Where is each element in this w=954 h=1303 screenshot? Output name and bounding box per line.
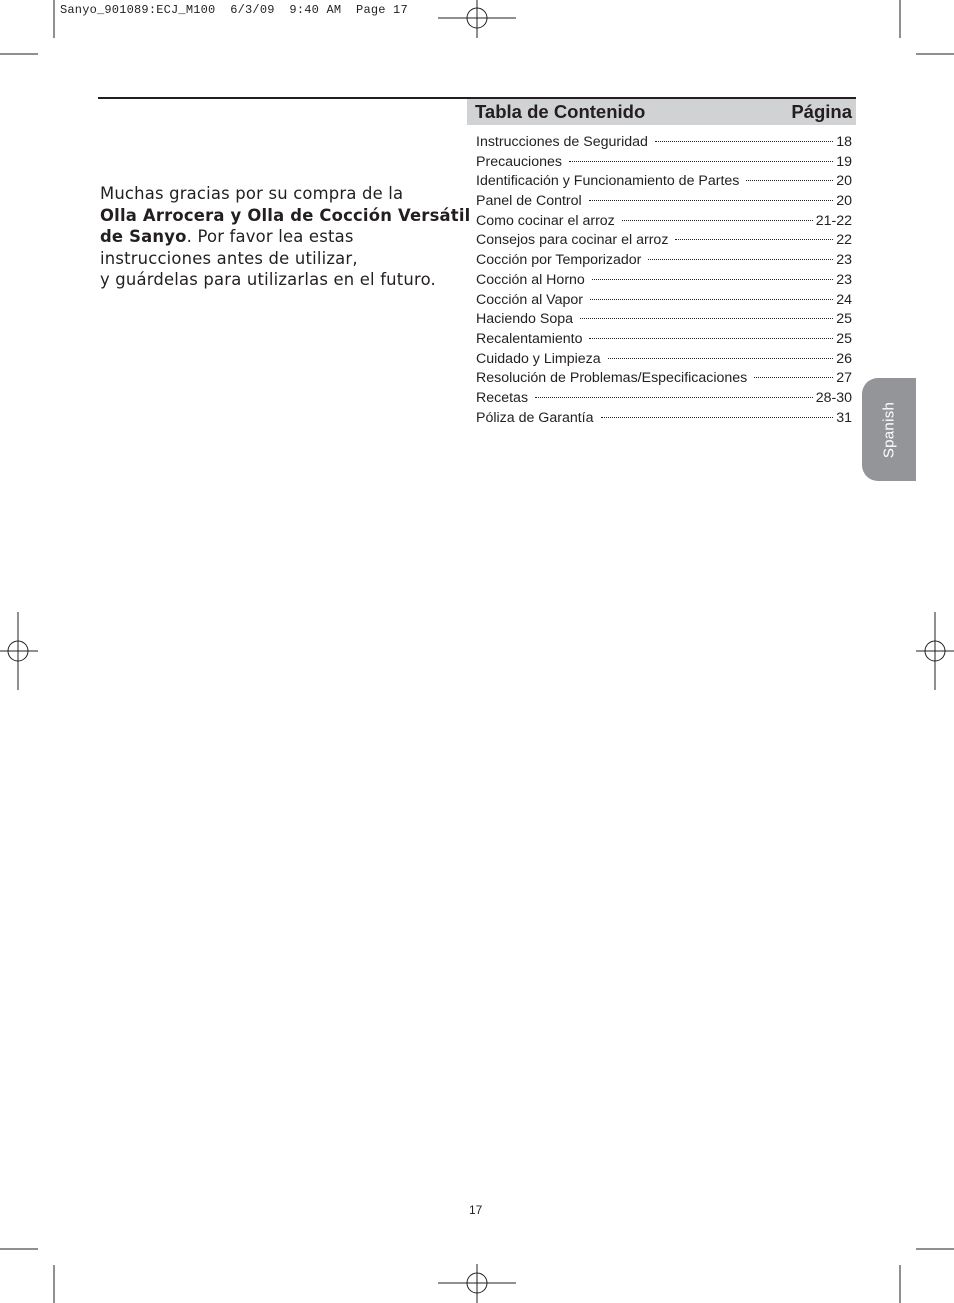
table-of-contents (467, 99, 856, 426)
toc-leader-dots (648, 258, 833, 260)
toc-list (476, 133, 852, 428)
toc-entry-title: Cocción al Vapor (476, 291, 583, 308)
intro-line-2 (100, 205, 471, 227)
toc-entry-title: Identificación y Funcionamiento de Partes (476, 173, 740, 190)
intro-line-5: y guárdelas para utilizarlas en el futuro. (100, 270, 436, 290)
toc-title: Tabla de Contenido (475, 101, 646, 122)
toc-entry (476, 192, 852, 212)
toc-entry (476, 409, 852, 429)
toc-entry-title: Recalentamiento (476, 330, 583, 347)
toc-leader-dots (589, 337, 833, 339)
toc-entry-page: 27 (836, 370, 852, 387)
toc-entry (476, 133, 852, 153)
registration-mark-top (438, 0, 516, 38)
toc-entry-title: Póliza de Garantía (476, 409, 594, 426)
toc-entry-page: 28-30 (815, 389, 852, 406)
intro-paragraph (100, 183, 471, 291)
toc-entry-title: Panel de Control (476, 193, 582, 210)
toc-page-label: Página (791, 101, 852, 122)
toc-entry (476, 271, 852, 291)
toc-leader-dots (622, 219, 813, 221)
toc-entry (476, 291, 852, 311)
toc-leader-dots (590, 298, 833, 300)
intro-line-1: Muchas gracias por su compra de la (100, 184, 404, 203)
toc-entry (476, 389, 852, 409)
toc-entry-page: 25 (836, 330, 852, 347)
print-slug: Sanyo_901089:ECJ_M100 6/3/09 9:40 AM Page 17 (60, 3, 408, 17)
toc-entry-page: 21-22 (815, 212, 852, 229)
toc-entry-title: Instrucciones de Seguridad (476, 134, 648, 150)
toc-leader-dots (746, 179, 833, 181)
toc-entry-title: Precauciones (476, 153, 562, 170)
toc-entry-page: 20 (836, 193, 852, 210)
toc-entry (476, 310, 852, 330)
page-number: 17 (469, 1203, 483, 1217)
registration-mark-bottom (438, 1264, 516, 1303)
toc-entry-title: Cuidado y Limpieza (476, 350, 601, 367)
toc-entry-page: 24 (836, 291, 852, 308)
toc-leader-dots (608, 357, 834, 359)
toc-entry-title: Resolución de Problemas/Especificaciones (476, 370, 748, 387)
registration-mark-left (0, 612, 38, 690)
toc-entry (476, 350, 852, 370)
toc-entry (476, 330, 852, 350)
toc-leader-dots (535, 396, 813, 398)
intro-line-3-rest: . Por favor lea estas (186, 227, 354, 247)
toc-entry-page: 31 (836, 409, 852, 426)
toc-entry-page: 20 (836, 173, 852, 190)
toc-entry-page: 26 (836, 350, 852, 367)
registration-mark-right (916, 612, 954, 690)
toc-entry (476, 251, 852, 271)
intro-line-3 (100, 226, 468, 248)
toc-entry-page: 23 (836, 271, 852, 288)
toc-entry-title: Como cocinar el arroz (476, 212, 615, 229)
toc-entry-title: Recetas (476, 389, 529, 406)
toc-leader-dots (589, 199, 834, 201)
toc-entry (476, 231, 852, 251)
toc-entry-page: 22 (836, 232, 852, 249)
toc-leader-dots (592, 278, 833, 280)
toc-entry-title: Haciendo Sopa (476, 311, 574, 328)
toc-leader-dots (580, 317, 833, 319)
toc-leader-dots (601, 416, 834, 418)
product-name: Olla Arrocera y Olla de Cocción Versátil (100, 205, 471, 225)
toc-entry-page: 23 (836, 252, 852, 269)
language-tab-label: Spanish (880, 401, 898, 458)
toc-header (467, 99, 856, 125)
toc-leader-dots (675, 238, 833, 240)
toc-leader-dots (754, 376, 833, 378)
toc-entry (476, 212, 852, 232)
toc-entry (476, 172, 852, 192)
toc-entry-title: Consejos para cocinar el arroz (476, 232, 669, 249)
brand-name: de Sanyo (100, 227, 187, 247)
toc-leader-dots (569, 160, 833, 162)
toc-entry (476, 153, 852, 173)
toc-entry-page: 18 (836, 134, 852, 150)
toc-entry-title: Cocción al Horno (476, 271, 585, 288)
toc-entry-title: Cocción por Temporizador (476, 252, 642, 269)
intro-line-4: instrucciones antes de utilizar, (100, 248, 358, 268)
toc-entry-page: 25 (836, 311, 852, 328)
toc-leader-dots (655, 140, 833, 142)
toc-entry (476, 369, 852, 389)
toc-entry-page: 19 (836, 153, 852, 170)
language-tab (862, 378, 916, 481)
